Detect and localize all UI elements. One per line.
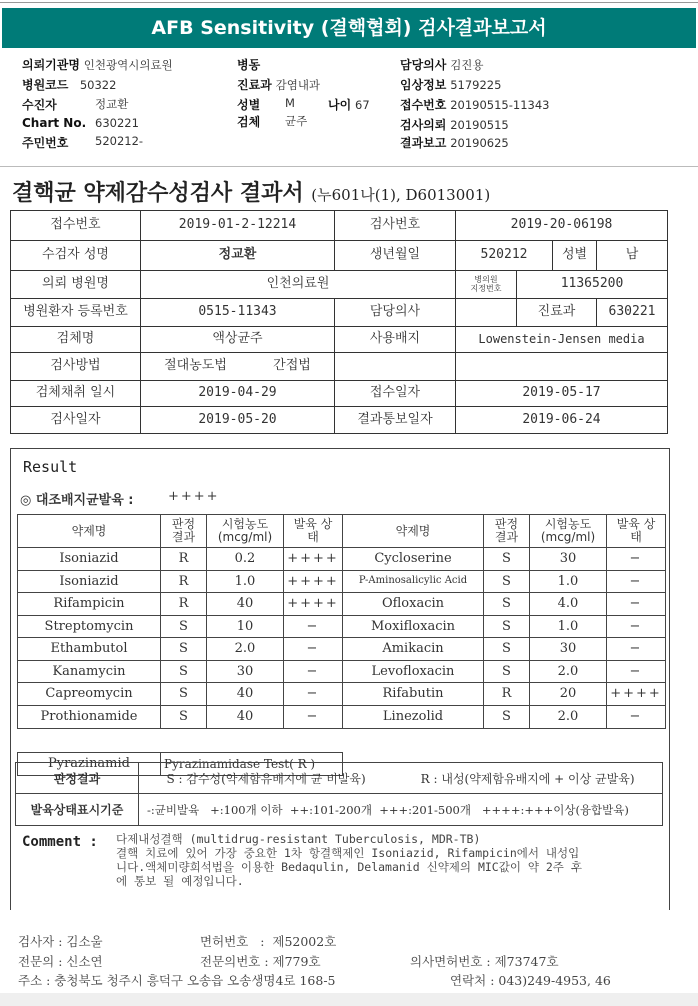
report-header: AFB Sensitivity (결핵협회) 검사결과보고서 — [2, 8, 696, 48]
dob: 520212 — [455, 240, 553, 271]
recv-label: 접수일자 — [334, 380, 456, 407]
col-header-concentration: 시험농도 (mcg/ml) — [206, 514, 284, 548]
drug-growth: − — [283, 615, 343, 638]
value: 김진용 — [450, 58, 484, 72]
doctor-label: 담당의사 — [334, 298, 456, 327]
drug-name: Moxifloxacin — [342, 615, 484, 638]
control-growth-label: ◎ 대조배지균발육 : — [20, 493, 134, 508]
title-text: 결핵균 약제감수성검사 결과서 — [12, 181, 304, 206]
drug-name: Prothionamide — [17, 705, 161, 729]
drug-name: P-Aminosalicylic Acid — [342, 570, 484, 593]
hosp-id: 11365200 — [516, 270, 668, 299]
drug-name: Isoniazid — [17, 570, 161, 593]
contact: 연락처 : 043)249-4953, 46 — [450, 973, 611, 988]
drug-concentration: 40 — [206, 682, 284, 706]
judge-legend — [138, 762, 663, 794]
drug-growth: ++++ — [283, 570, 343, 593]
sex-label: 성별 — [552, 240, 597, 271]
top-border — [0, 2, 698, 3]
drug-concentration: 40 — [206, 592, 284, 616]
drug-growth: − — [606, 705, 666, 729]
drug-concentration: 30 — [529, 637, 607, 661]
info-patient — [22, 96, 57, 113]
drug-name: Linezolid — [342, 705, 484, 729]
drug-judgement: S — [160, 660, 207, 683]
col-header-concentration: 시험농도 (mcg/ml) — [529, 514, 607, 548]
age-label: 나이 — [328, 98, 352, 112]
specimen-label: 검체명 — [10, 326, 141, 353]
hospital: 인천의료원 — [140, 270, 456, 299]
drug-concentration: 2.0 — [529, 705, 607, 729]
drug-concentration: 0.2 — [206, 547, 284, 571]
reg-no: 0515-11343 — [140, 298, 335, 327]
drug-concentration: 2.0 — [206, 637, 284, 661]
comment-body — [116, 832, 582, 888]
label: 결과보고 — [400, 136, 447, 150]
rrn-value: 520212- — [95, 134, 144, 148]
test-no: 2019-20-06198 — [455, 210, 668, 241]
pza-test: Pyrazinamidase Test( R ) — [160, 752, 343, 776]
info-doctor — [400, 56, 484, 73]
specimen: 액상균주 — [140, 326, 335, 353]
drug-concentration: 20 — [529, 682, 607, 706]
drug-growth: − — [606, 570, 666, 593]
test-date: 2019-05-20 — [140, 406, 335, 434]
label: 진료과 — [237, 78, 272, 92]
drug-judgement: S — [483, 570, 530, 593]
info-chart — [22, 116, 86, 130]
drug-judgement: S — [483, 547, 530, 571]
receipt-no-label: 접수번호 — [10, 210, 141, 241]
control-growth-value: ++++ — [168, 489, 220, 504]
drug-growth: ++++ — [283, 592, 343, 616]
drug-name: Ofloxacin — [342, 592, 484, 616]
drug-judgement: R — [160, 592, 207, 616]
notify-date: 2019-06-24 — [455, 406, 668, 434]
title-code: (누601나(1), D6013001) — [311, 186, 491, 204]
drug-concentration: 1.0 — [206, 570, 284, 593]
drug-concentration: 30 — [529, 547, 607, 571]
label: 병동 — [237, 58, 261, 72]
tester: 검사자 : 김소울 — [18, 934, 103, 949]
empty-cell — [334, 352, 456, 381]
test-no-label: 검사번호 — [334, 210, 456, 241]
drug-name: Levofloxacin — [342, 660, 484, 683]
drug-concentration: 2.0 — [529, 660, 607, 683]
recv-date: 2019-05-17 — [455, 380, 668, 407]
drug-growth: ++++ — [606, 682, 666, 706]
dept-label: 진료과 — [516, 298, 597, 327]
receipt-no: 2019-01-2-12214 — [140, 210, 335, 241]
age-value: 67 — [355, 98, 370, 112]
drug-growth: − — [283, 682, 343, 706]
patient-value: 정교환 — [95, 97, 129, 111]
comment-line: 니다.액체미량희석법을 이용한 Bedaqulin, Delamanid 신약제의 MIC값이 약 2주 후 — [116, 860, 582, 874]
info-hospital-code — [22, 76, 116, 93]
value: 감염내과 — [275, 78, 321, 92]
value: 20190625 — [450, 136, 509, 150]
drug-concentration: 40 — [206, 705, 284, 729]
drug-name: Cycloserine — [342, 547, 484, 571]
label: 담당의사 — [400, 58, 447, 72]
col-header-growth: 발육 상태 — [283, 514, 343, 548]
comment-line: 결핵 치료에 있어 가장 중요한 1차 항결핵제인 Isoniazid, Rifampicin에서 내성입 — [116, 846, 580, 860]
info-request — [400, 116, 509, 133]
drug-growth: − — [606, 547, 666, 571]
drug-name: Ethambutol — [17, 637, 161, 661]
dob-label: 생년월일 — [334, 240, 456, 271]
judge-label: 판정결과 — [15, 762, 139, 794]
label: 검사의뢰 — [400, 118, 447, 132]
license-no: 면허번호 : 제52002호 — [200, 934, 337, 949]
drug-concentration: 30 — [206, 660, 284, 683]
drug-judgement: R — [160, 570, 207, 593]
drug-concentration: 1.0 — [529, 570, 607, 593]
comment-label: Comment : — [22, 834, 98, 850]
specialist-no: 전문의번호 : 제779호 — [200, 954, 321, 969]
pza-name: Pyrazinamid — [17, 752, 161, 776]
specimen-label: 검체 — [237, 115, 261, 129]
col-header-drug: 약제명 — [342, 514, 484, 548]
address: 주소 : 충청북도 청주시 흥덕구 오송읍 오송생명4로 168-5 — [18, 973, 336, 988]
drug-growth: ++++ — [283, 547, 343, 571]
comment-line: 에 통보 될 예정입니다. — [116, 874, 244, 888]
sex-label: 성별 — [237, 98, 261, 112]
drug-concentration: 1.0 — [529, 615, 607, 638]
drug-growth: − — [283, 660, 343, 683]
label: 의뢰기관명 — [22, 58, 80, 72]
drug-name: Rifampicin — [17, 592, 161, 616]
drug-concentration: 4.0 — [529, 592, 607, 616]
col-header-growth: 발육 상태 — [606, 514, 666, 548]
value: 20190515 — [450, 118, 509, 132]
drug-growth: − — [283, 705, 343, 729]
notify-label: 결과통보일자 — [334, 406, 456, 434]
hosp-id-label: 병의원 지정번호 — [455, 270, 517, 299]
method-label: 검사방법 — [10, 352, 141, 381]
drug-judgement: R — [160, 547, 207, 571]
comment-line: 다제내성결핵 (multidrug-resistant Tuberculosis, MDR-TB) — [116, 832, 481, 846]
drug-judgement: S — [160, 637, 207, 661]
info-rrn — [22, 134, 68, 151]
hospital-label: 의뢰 병원명 — [10, 270, 141, 299]
label: 임상정보 — [400, 78, 447, 92]
value: 5179225 — [450, 78, 502, 92]
name-label: 수검자 성명 — [10, 240, 141, 271]
growth-legend: -:균비발육 +:100개 이하 ++:101-200개 +++:201-500개 ++++:+++이상(융합발육) — [138, 793, 663, 826]
result-heading: Result — [23, 458, 78, 476]
test-date-label: 검사일자 — [10, 406, 141, 434]
col-header-drug: 약제명 — [17, 514, 161, 548]
method-1: 절대농도법 — [164, 358, 227, 374]
bottom-band — [0, 993, 698, 1006]
collect-date: 2019-04-29 — [140, 380, 335, 407]
drug-judgement: S — [160, 682, 207, 706]
col-header-judgement: 판정 결과 — [160, 514, 207, 548]
document-title — [12, 176, 490, 207]
drug-name: Streptomycin — [17, 615, 161, 638]
label: 병원코드 — [22, 78, 69, 92]
doctor — [455, 298, 517, 327]
label: 수진자 — [22, 98, 57, 112]
reg-label: 병원환자 등록번호 — [10, 298, 141, 327]
growth-label: 발육상태표시기준 — [15, 793, 139, 826]
info-clinical — [400, 76, 501, 93]
specialist: 전문의 : 신소연 — [18, 954, 103, 969]
drug-growth: − — [606, 615, 666, 638]
drug-name: Kanamycin — [17, 660, 161, 683]
drug-growth: − — [606, 592, 666, 616]
method-2: 간접법 — [273, 358, 311, 374]
value: 50322 — [79, 78, 117, 92]
label: Chart No. — [22, 116, 87, 130]
info-report — [400, 134, 509, 151]
drug-growth: − — [606, 660, 666, 683]
drug-name: Isoniazid — [17, 547, 161, 571]
label: 접수번호 — [400, 98, 447, 112]
dept: 630221 — [596, 298, 668, 327]
judge-s: S : 감수성(약제함유배지에 균 비발육) — [166, 771, 366, 786]
medium: Lowenstein-Jensen media — [455, 326, 668, 353]
drug-judgement: S — [483, 615, 530, 638]
info-receipt — [400, 96, 549, 113]
info-institution — [22, 56, 173, 73]
drug-judgement: S — [483, 637, 530, 661]
drug-growth: − — [606, 637, 666, 661]
info-ward — [237, 56, 260, 73]
medium-label: 사용배지 — [334, 326, 456, 353]
label: 주민번호 — [22, 136, 69, 150]
divider — [0, 166, 698, 167]
drug-name: Capreomycin — [17, 682, 161, 706]
col-header-judgement: 판정 결과 — [483, 514, 530, 548]
patient-name: 정교환 — [140, 240, 335, 271]
drug-judgement: R — [483, 682, 530, 706]
drug-judgement: S — [160, 705, 207, 729]
collect-label: 검체채취 일시 — [10, 380, 141, 407]
info-dept — [237, 76, 320, 93]
drug-judgement: S — [483, 592, 530, 616]
drug-judgement: S — [483, 705, 530, 729]
value: 20190515-11343 — [450, 98, 550, 112]
sex-value: M — [285, 96, 295, 110]
empty-cell — [455, 352, 668, 381]
method — [140, 352, 335, 381]
specimen-value: 균주 — [285, 114, 308, 128]
doctor-license-no: 의사면허번호 : 제73747호 — [410, 954, 559, 969]
drug-concentration: 10 — [206, 615, 284, 638]
drug-name: Rifabutin — [342, 682, 484, 706]
drug-judgement: S — [483, 660, 530, 683]
judge-r: R : 내성(약제함유배지에 + 이상 균발육) — [420, 771, 635, 786]
drug-judgement: S — [160, 615, 207, 638]
sex: 남 — [596, 240, 668, 271]
chart-value: 630221 — [95, 116, 139, 130]
drug-growth: − — [283, 637, 343, 661]
drug-name: Amikacin — [342, 637, 484, 661]
value: 인천광역시의료원 — [83, 58, 173, 72]
